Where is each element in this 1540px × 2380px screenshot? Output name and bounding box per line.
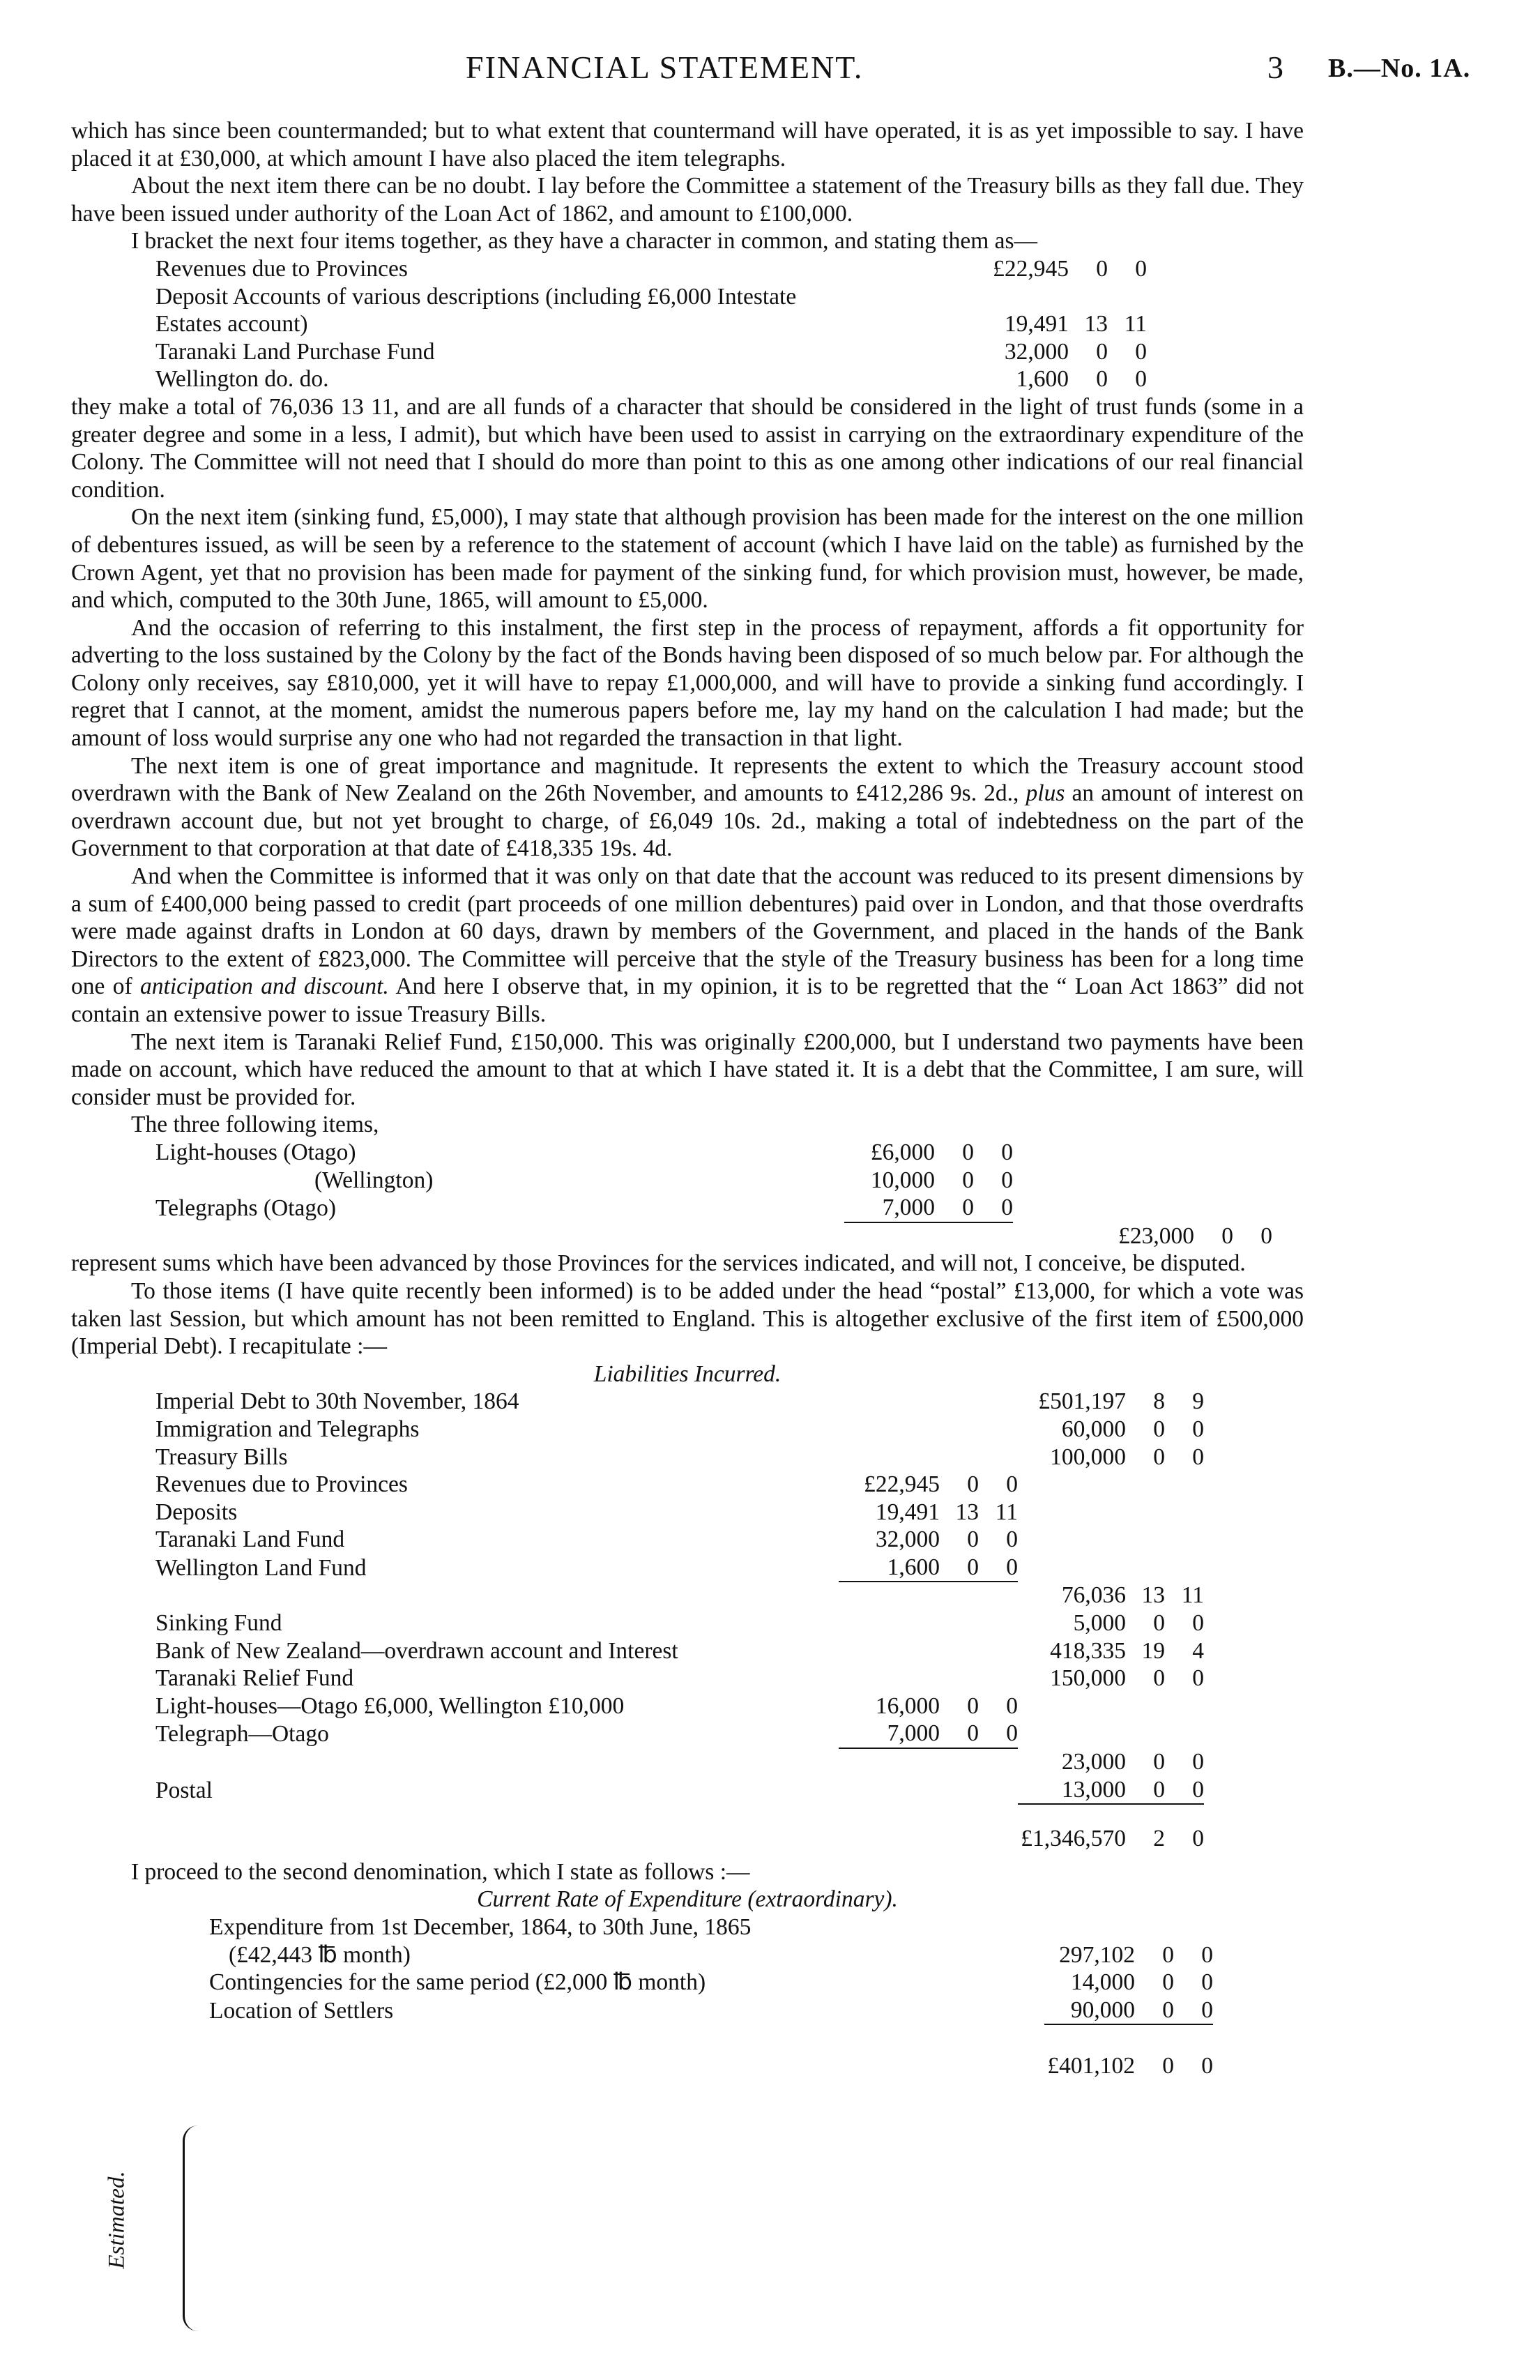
spacer	[1194, 1167, 1233, 1195]
outer-shillings: 0	[1153, 1749, 1165, 1775]
rule	[935, 1222, 974, 1250]
inner-pence	[979, 1748, 1018, 1776]
outer-shillings: 0	[1153, 1610, 1165, 1637]
table-row	[155, 1388, 1204, 1416]
inner-pence	[979, 1416, 1018, 1443]
item-pence	[1108, 283, 1147, 311]
outer-amount	[1018, 1720, 1126, 1748]
spacer	[209, 2052, 1044, 2080]
spacer	[1013, 1139, 1194, 1167]
liability-label: Bank of New Zealand—overdrawn account and Interest	[155, 1637, 678, 1664]
item-label: Wellington do. do.	[155, 366, 329, 393]
outer-shillings	[1126, 1692, 1165, 1720]
expenditure-pence	[1174, 1913, 1213, 1941]
table-row	[155, 1582, 1204, 1609]
liabilities-table	[155, 1388, 1204, 1853]
table-row	[155, 1443, 1204, 1471]
spacer	[155, 1825, 839, 1853]
liability-label: Taranaki Land Fund	[155, 1526, 345, 1553]
item-label: Light-houses (Otago)	[155, 1139, 356, 1165]
inner-amount: £22,945	[864, 1471, 940, 1498]
inner-shillings	[940, 1748, 979, 1776]
outer-amount	[1018, 1471, 1126, 1499]
expenditure-total-shillings: 0	[1162, 2053, 1174, 2079]
table-row	[155, 1416, 1204, 1443]
spacer	[155, 1804, 839, 1825]
spacer	[839, 1804, 940, 1825]
curly-brace	[183, 2125, 200, 2331]
inner-amount: 7,000	[887, 1720, 940, 1747]
item-pence: 0	[1001, 1167, 1013, 1193]
table-row	[209, 1941, 1213, 1969]
outer-pence: 11	[1181, 1582, 1204, 1609]
spacer	[1233, 1139, 1272, 1167]
expenditure-pence: 0	[1201, 1969, 1213, 1996]
outer-amount: £501,197	[1038, 1388, 1126, 1415]
spacer	[1194, 1194, 1233, 1222]
paragraph: I bracket the next four items together, as they have a character in common, and stating them as—	[131, 228, 1038, 255]
spacer	[155, 1222, 844, 1250]
liability-label: Taranaki Relief Fund	[155, 1665, 354, 1692]
liability-label: Imperial Debt to 30th November, 1864	[155, 1388, 519, 1415]
expenditure-label: Contingencies for the same period (£2,000 ℔ month)	[209, 1969, 706, 1996]
spacer	[1013, 1167, 1194, 1195]
inner-shillings: 0	[967, 1526, 979, 1553]
item-pence: 0	[1001, 1139, 1013, 1165]
liability-label: Treasury Bills	[155, 1443, 288, 1470]
item-label: Taranaki Land Purchase Fund	[155, 338, 435, 365]
inner-shillings	[940, 1443, 979, 1471]
grand-total-amount: £1,346,570	[1021, 1826, 1126, 1852]
item-label: Deposit Accounts of various descriptions (including £6,000 Intestate	[155, 283, 797, 310]
table-row	[155, 1825, 1204, 1853]
liability-label: Wellington Land Fund	[155, 1554, 367, 1581]
inner-pence	[979, 1609, 1018, 1637]
paragraph-text: And here I observe that, in my opinion, it is to be regretted that the “ Loan Act 1863” did not contain an extensive power to issue Treasury Bills.	[71, 973, 1304, 1027]
spacer	[1233, 1167, 1272, 1195]
item-shillings	[1069, 283, 1108, 311]
expenditure-label: (£42,443 ℔ month)	[229, 1941, 411, 1968]
expenditure-amount	[1044, 1913, 1135, 1941]
inner-amount: 16,000	[875, 1692, 940, 1719]
liability-label: Immigration and Telegraphs	[155, 1416, 420, 1442]
inner-amount: 32,000	[875, 1526, 940, 1553]
inner-pence: 0	[1006, 1554, 1018, 1580]
expenditure-total-pence: 0	[1201, 2053, 1213, 2079]
inner-shillings	[940, 1637, 979, 1665]
table-row	[155, 1665, 1204, 1692]
outer-shillings	[1126, 1554, 1165, 1582]
item-shillings: 0	[962, 1167, 974, 1193]
liability-label: Revenues due to Provinces	[155, 1471, 408, 1498]
table-row	[155, 1720, 1204, 1748]
expenditure-pence: 0	[1201, 1941, 1213, 1968]
inner-amount	[839, 1637, 940, 1665]
province-advances-table	[155, 1139, 1272, 1250]
table-row	[155, 1471, 1204, 1499]
inner-amount	[839, 1416, 940, 1443]
item-label: Revenues due to Provinces	[155, 255, 408, 282]
outer-shillings: 0	[1153, 1443, 1165, 1470]
item-shillings: 0	[1096, 338, 1108, 365]
rule	[1174, 2024, 1213, 2052]
item-label: Telegraphs (Otago)	[155, 1195, 337, 1222]
table-row	[155, 338, 1147, 366]
inner-amount	[839, 1665, 940, 1692]
spacer	[940, 1825, 979, 1853]
spacer	[839, 1825, 940, 1853]
trust-funds-table	[155, 255, 1147, 393]
table-row	[155, 1776, 1204, 1805]
outer-shillings: 0	[1153, 1665, 1165, 1692]
inner-amount	[839, 1609, 940, 1637]
table-row	[155, 1167, 1272, 1195]
liability-label: Light-houses—Otago £6,000, Wellington £10,000	[155, 1692, 625, 1719]
liability-label	[155, 1748, 839, 1776]
inner-amount	[839, 1443, 940, 1471]
table-row	[209, 1996, 1213, 2025]
document-reference: B.—No. 1A.	[1328, 54, 1471, 83]
outer-amount	[1018, 1554, 1126, 1582]
table-row	[155, 1499, 1204, 1526]
inner-shillings	[940, 1582, 979, 1609]
table-row	[209, 2052, 1213, 2080]
inner-pence: 0	[1006, 1692, 1018, 1719]
inner-pence: 0	[1006, 1526, 1018, 1553]
table-row	[155, 1637, 1204, 1665]
table-row	[155, 1748, 1204, 1776]
outer-pence: 0	[1192, 1776, 1204, 1803]
item-label: (Wellington)	[314, 1167, 434, 1193]
estimated-side-label: Estimated.	[104, 2171, 130, 2269]
liability-label: Deposits	[155, 1499, 238, 1525]
expenditure-shillings	[1135, 1913, 1174, 1941]
outer-shillings	[1126, 1720, 1165, 1748]
paragraph: To those items (I have quite recently been informed) is to be added under the head “postal” £13,000, for which a vote was taken last Session, but which amount has not been remitted to England. This is altogether exclusive of the first item of £500,000 (Imperial Debt). I recapitulate :—	[71, 1278, 1304, 1360]
outer-shillings	[1126, 1499, 1165, 1526]
inner-shillings: 0	[967, 1720, 979, 1747]
outer-shillings: 0	[1153, 1416, 1165, 1442]
page-number: 3	[1267, 50, 1285, 85]
item-amount: £6,000	[870, 1139, 935, 1165]
paragraph: represent sums which have been advanced by those Provinces for the services indicated, and will not, I conceive, be disputed.	[71, 1250, 1246, 1277]
expenditure-shillings: 0	[1162, 1941, 1174, 1968]
rule	[1165, 1804, 1204, 1825]
spacer	[1194, 1139, 1233, 1167]
inner-pence: 11	[995, 1499, 1018, 1525]
outer-pence	[1165, 1471, 1204, 1499]
outer-amount: 23,000	[1061, 1749, 1126, 1775]
running-title: FINANCIAL STATEMENT.	[466, 50, 864, 85]
inner-amount	[839, 1748, 940, 1776]
inner-amount: 1,600	[887, 1554, 940, 1580]
expenditure-label: Expenditure from 1st December, 1864, to 30th June, 1865	[209, 1914, 752, 1940]
outer-amount: 418,335	[1050, 1637, 1126, 1664]
table-row	[155, 1194, 1272, 1222]
item-amount: 7,000	[882, 1195, 935, 1221]
item-shillings: 0	[962, 1195, 974, 1221]
rule	[844, 1222, 935, 1250]
paragraph: The next item is Taranaki Relief Fund, £150,000. This was originally £200,000, but I understand two payments have been made on account, which have reduced the amount to that at which I have stated it. It is a debt that the Committee, I am sure, will consider must be provided for.	[71, 1029, 1304, 1110]
expenditure-pence: 0	[1201, 1996, 1213, 2023]
outer-pence: 0	[1192, 1749, 1204, 1775]
outer-pence: 4	[1192, 1637, 1204, 1664]
italic-text: plus	[1026, 780, 1065, 807]
outer-pence	[1165, 1692, 1204, 1720]
inner-amount	[839, 1582, 940, 1609]
outer-amount: 76,036	[1061, 1582, 1126, 1609]
inner-shillings: 0	[967, 1692, 979, 1719]
paragraph: I proceed to the second denomination, which I state as follows :—	[131, 1858, 750, 1885]
table-row	[155, 1526, 1204, 1554]
inner-shillings: 13	[955, 1499, 979, 1525]
table-row	[155, 1692, 1204, 1720]
inner-amount	[839, 1388, 940, 1416]
expenditure-label: Location of Settlers	[209, 1997, 394, 2024]
outer-amount: 13,000	[1061, 1776, 1126, 1803]
table-row	[209, 1913, 1213, 1941]
spacer	[979, 1804, 1018, 1825]
item-shillings: 0	[1096, 255, 1108, 282]
table-row	[155, 255, 1147, 283]
table-row	[155, 1804, 1204, 1825]
inner-shillings	[940, 1776, 979, 1805]
paragraph: And the occasion of referring to this instalment, the first step in the process of repayment, affords a fit opportunity for adverting to the loss sustained by the Colony by the fact of the Bonds having been disposed of so much below par. For although the Colony only receives, say £810,000, yet it will have to repay £1,000,000, and will have to provide a sinking fund accordingly. I regret that I cannot, at the moment, amidst the numerous papers before me, lay my hand on the calculation I had made; but the amount of loss would surprise any one who had not regarded the transaction in that light.	[71, 614, 1304, 752]
outer-pence	[1165, 1554, 1204, 1582]
expenditure-amount: 297,102	[1059, 1941, 1135, 1968]
rule	[1135, 2024, 1174, 2052]
outer-pence	[1165, 1720, 1204, 1748]
table-row	[155, 365, 1147, 393]
inner-pence	[979, 1776, 1018, 1805]
table-row	[209, 1969, 1213, 1996]
paragraph: The three following items,	[131, 1112, 379, 1138]
liabilities-heading: Liabilities Incurred.	[593, 1360, 782, 1387]
item-pence: 0	[1001, 1195, 1013, 1221]
expenditure-amount: 14,000	[1070, 1969, 1135, 1996]
grand-total-shillings: 2	[1153, 1826, 1165, 1852]
spacer	[940, 1804, 979, 1825]
paragraph-text: an amount of interest on overdrawn account due, but not yet brought to charge, of £6,049 10s. 2d., making a total of indebtedness on the part of the Government to that corporation at that date of £418,335 19s. 4d.	[71, 780, 1304, 862]
liability-label: Sinking Fund	[155, 1610, 282, 1637]
item-amount: 10,000	[870, 1167, 935, 1193]
inner-pence: 0	[1006, 1471, 1018, 1498]
total-amount: £23,000	[1118, 1222, 1194, 1249]
inner-pence	[979, 1582, 1018, 1609]
item-label: Estates account)	[155, 311, 308, 338]
item-amount: 19,491	[1004, 311, 1069, 338]
inner-pence	[979, 1665, 1018, 1692]
outer-pence: 0	[1192, 1665, 1204, 1692]
inner-amount	[839, 1776, 940, 1805]
inner-pence: 0	[1006, 1720, 1018, 1747]
expenditure-amount: 90,000	[1070, 1996, 1135, 2023]
item-shillings: 0	[1096, 366, 1108, 393]
table-row	[155, 283, 1147, 311]
paragraph	[71, 752, 1304, 863]
total-pence: 0	[1260, 1222, 1272, 1249]
outer-amount: 5,000	[1073, 1610, 1126, 1637]
paragraph: which has since been countermanded; but to what extent that countermand will have operated, it is as yet impossible to say. I have placed it at £30,000, at which amount I have also placed the item telegraphs.	[71, 118, 1304, 172]
italic-text: anticipation and discount.	[140, 973, 389, 1000]
outer-shillings: 0	[1153, 1776, 1165, 1803]
outer-shillings: 19	[1141, 1637, 1165, 1664]
liability-label: Postal	[155, 1777, 213, 1803]
rule	[1126, 1804, 1165, 1825]
outer-amount	[1018, 1692, 1126, 1720]
item-pence: 0	[1135, 366, 1147, 393]
outer-shillings	[1126, 1471, 1165, 1499]
inner-shillings: 0	[967, 1471, 979, 1498]
rule	[1044, 2024, 1135, 2052]
outer-pence	[1165, 1526, 1204, 1554]
expenditure-total-amount: £401,102	[1047, 2053, 1135, 2079]
inner-shillings	[940, 1609, 979, 1637]
table-row	[155, 1554, 1204, 1582]
inner-shillings	[940, 1665, 979, 1692]
item-amount: 32,000	[1004, 338, 1069, 365]
outer-amount: 150,000	[1050, 1665, 1126, 1692]
item-pence: 0	[1135, 255, 1147, 282]
inner-pence	[979, 1388, 1018, 1416]
outer-amount: 60,000	[1061, 1416, 1126, 1442]
liability-label	[155, 1582, 839, 1609]
item-pence: 11	[1124, 311, 1147, 338]
outer-shillings: 8	[1153, 1388, 1165, 1415]
outer-pence: 9	[1192, 1388, 1204, 1415]
grand-total-pence: 0	[1192, 1826, 1204, 1852]
table-row	[209, 2024, 1213, 2052]
inner-shillings	[940, 1416, 979, 1443]
outer-amount	[1018, 1526, 1126, 1554]
inner-shillings	[940, 1388, 979, 1416]
item-amount	[978, 283, 1069, 311]
item-amount: 1,600	[1016, 366, 1069, 393]
spacer	[1233, 1194, 1272, 1222]
paragraph: they make a total of 76,036 13 11, and are all funds of a character that should be considered in the light of trust funds (some in a greater degree and some in a less, I admit), but which have been used to assist in carrying on the extraordinary expenditure of the Colony. The Committee will not need that I should do more than point to this as one among other indications of our real financial condition.	[71, 393, 1304, 503]
inner-pence	[979, 1637, 1018, 1665]
paragraph-text: And when the Committee is informed that it was only on that date that the account was reduced to its present dimensions by a sum of £400,000 being passed to credit (part proceeds of one million debentures) paid over in London, and that those overdrafts were made against drafts in London at 60 days, drawn by members of the Government, and placed in the hands of the Bank Directors to the extent of £823,000. The Committee will perceive that the style of the Treasury business has been for a long time one of	[71, 863, 1304, 1000]
outer-amount: 100,000	[1050, 1443, 1126, 1470]
table-row	[155, 1139, 1272, 1167]
total-shillings: 0	[1221, 1222, 1233, 1249]
outer-amount	[1018, 1499, 1126, 1526]
rule	[974, 1222, 1013, 1250]
outer-pence: 0	[1192, 1443, 1204, 1470]
item-shillings: 13	[1084, 311, 1108, 338]
table-row	[155, 1222, 1272, 1250]
table-row	[155, 310, 1147, 338]
item-shillings: 0	[962, 1139, 974, 1165]
expenditure-shillings: 0	[1162, 1969, 1174, 1996]
inner-pence	[979, 1443, 1018, 1471]
outer-shillings	[1126, 1526, 1165, 1554]
outer-pence: 0	[1192, 1610, 1204, 1637]
expenditure-shillings: 0	[1162, 1996, 1174, 2023]
inner-amount: 19,491	[875, 1499, 940, 1525]
table-row	[155, 1609, 1204, 1637]
item-amount: £22,945	[993, 255, 1069, 282]
paragraph: On the next item (sinking fund, £5,000), I may state that although provision has been made for the interest on the one million of debentures issued, as will be seen by a reference to the statement of account (which I have laid on the table) as furnished by the Crown Agent, yet that no provision has been made for payment of the sinking fund, for which provision must, however, be made, and which, computed to the 30th June, 1865, will amount to £5,000.	[71, 504, 1304, 614]
item-pence: 0	[1135, 338, 1147, 365]
expenditure-table	[209, 1913, 1213, 2080]
outer-shillings: 13	[1141, 1582, 1165, 1609]
spacer	[209, 2024, 1044, 2052]
inner-shillings: 0	[967, 1554, 979, 1580]
outer-pence: 0	[1192, 1416, 1204, 1442]
paragraph	[71, 863, 1304, 1029]
spacer	[979, 1825, 1018, 1853]
paragraph-text: The next item is one of great importance and magnitude. It represents the extent to which the Treasury account stood overdrawn with the Bank of New Zealand on the 26th November, and amounts to £412,286 9s. 2d.,	[71, 752, 1304, 807]
expenditure-heading: Current Rate of Expenditure (extraordinary).	[477, 1886, 898, 1913]
rule	[1018, 1804, 1126, 1825]
paragraph: About the next item there can be no doubt. I lay before the Committee a statement of the Treasury bills as they fall due. They have been issued under authority of the Loan Act of 1862, and amount to £100,000.	[71, 173, 1304, 227]
spacer	[1013, 1194, 1194, 1222]
liability-label: Telegraph—Otago	[155, 1721, 329, 1748]
outer-pence	[1165, 1499, 1204, 1526]
document-body	[71, 117, 1304, 2080]
